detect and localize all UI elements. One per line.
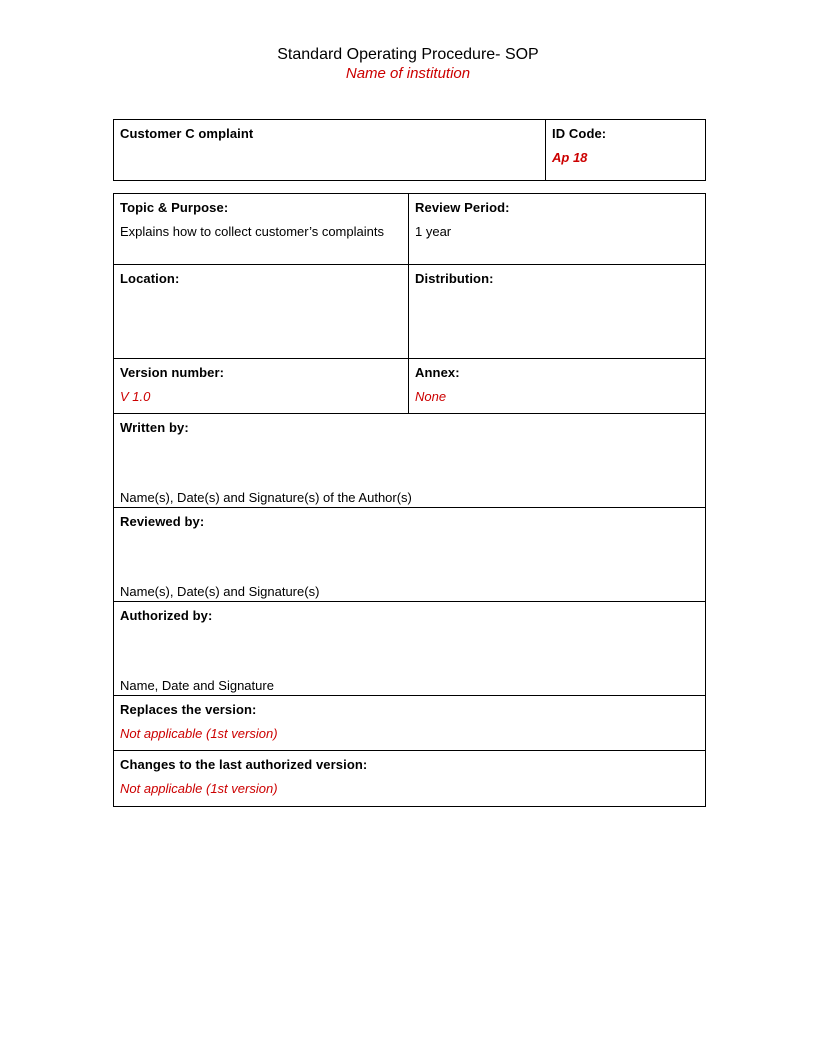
location-label: Location: [120, 271, 180, 286]
written-by-note: Name(s), Date(s) and Signature(s) of the Author(s) [120, 490, 412, 505]
document-title: Standard Operating Procedure- SOP [277, 46, 539, 63]
replaces-version-cell [114, 696, 706, 751]
changes-cell [114, 751, 706, 807]
version-value: V 1.0 [120, 389, 151, 404]
reviewed-by-note: Name(s), Date(s) and Signature(s) [120, 584, 320, 599]
reviewed-by-cell [114, 508, 706, 602]
annex-value: None [415, 389, 447, 404]
changes-label: Changes to the last authorized version: [120, 757, 368, 772]
review-period-value: 1 year [415, 224, 452, 239]
review-period-label: Review Period: [415, 200, 510, 215]
annex-cell [409, 359, 706, 414]
authorized-by-label: Authorized by: [120, 608, 213, 623]
replaces-version-label: Replaces the version: [120, 702, 257, 717]
authorized-by-note: Name, Date and Signature [120, 678, 274, 693]
procedure-name-cell [114, 120, 546, 181]
institution-name: Name of institution [345, 65, 471, 82]
authorized-by-cell [114, 602, 706, 696]
written-by-cell [114, 414, 706, 508]
id-code-value: Ap 18 [552, 150, 588, 165]
replaces-version-value: Not applicable (1st version) [120, 726, 278, 741]
header-table [113, 119, 706, 181]
annex-label: Annex: [415, 365, 460, 380]
written-by-label: Written by: [120, 420, 189, 435]
review-period-cell [409, 194, 706, 265]
distribution-label: Distribution: [415, 271, 494, 286]
location-cell [114, 265, 409, 359]
changes-value: Not applicable (1st version) [120, 781, 278, 796]
distribution-cell [409, 265, 706, 359]
version-cell [114, 359, 409, 414]
sop-details-table [113, 193, 706, 807]
topic-label: Topic & Purpose: [120, 200, 229, 215]
topic-cell [114, 194, 409, 265]
procedure-name: Customer C omplaint [120, 126, 254, 141]
id-code-label: ID Code: [552, 126, 607, 141]
topic-value: Explains how to collect customer’s complaints [120, 224, 384, 239]
id-code-cell [546, 120, 706, 181]
reviewed-by-label: Reviewed by: [120, 514, 205, 529]
version-label: Version number: [120, 365, 225, 380]
